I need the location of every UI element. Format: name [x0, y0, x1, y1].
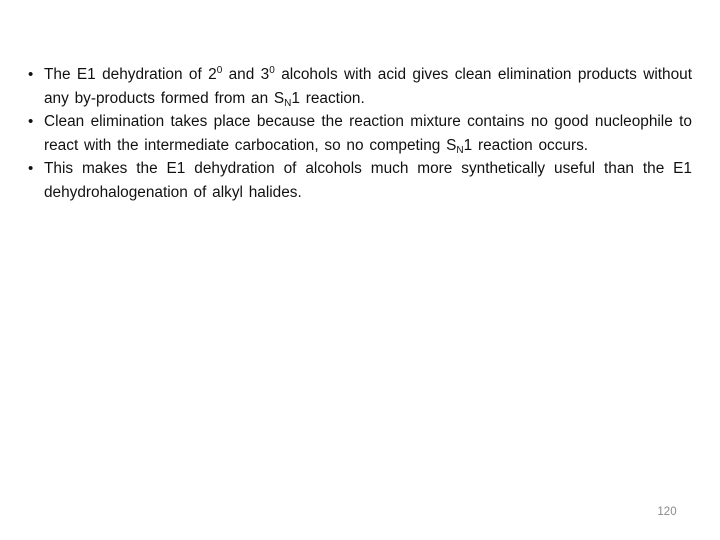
bullet-list — [28, 63, 692, 204]
subscript: N — [456, 144, 464, 156]
text-run: 1 reaction. — [291, 89, 365, 107]
text-run: This makes the E1 dehydration of alcohols much more synthetically useful than the E1 dehydrohalogenation of alkyl halides. — [44, 160, 692, 201]
bullet-text — [44, 113, 692, 154]
bullet-text — [44, 66, 692, 107]
superscript: 0 — [216, 65, 223, 76]
text-run: The E1 dehydration of 2 — [44, 66, 217, 83]
bullet-item-1 — [28, 63, 692, 110]
bullet-text — [44, 160, 692, 201]
text-run: alcohols with acid gives clean elimination products without any by-products formed from an S — [44, 66, 692, 107]
bullet-marker: • — [28, 113, 34, 130]
bullet-item-3 — [28, 157, 692, 204]
subscript: N — [284, 97, 292, 109]
text-run: Clean elimination takes place because the reaction mixture contains no good nucleophile to react with the intermediate carbocation, so no competing S — [44, 113, 692, 154]
text-run: and 3 — [222, 66, 270, 83]
bullet-item-2 — [28, 110, 692, 157]
bullet-marker: • — [28, 66, 34, 83]
superscript: 0 — [269, 65, 275, 76]
page-number: 120 — [657, 506, 677, 518]
bullet-marker: • — [28, 160, 34, 177]
text-run: 1 reaction occurs. — [463, 136, 589, 154]
